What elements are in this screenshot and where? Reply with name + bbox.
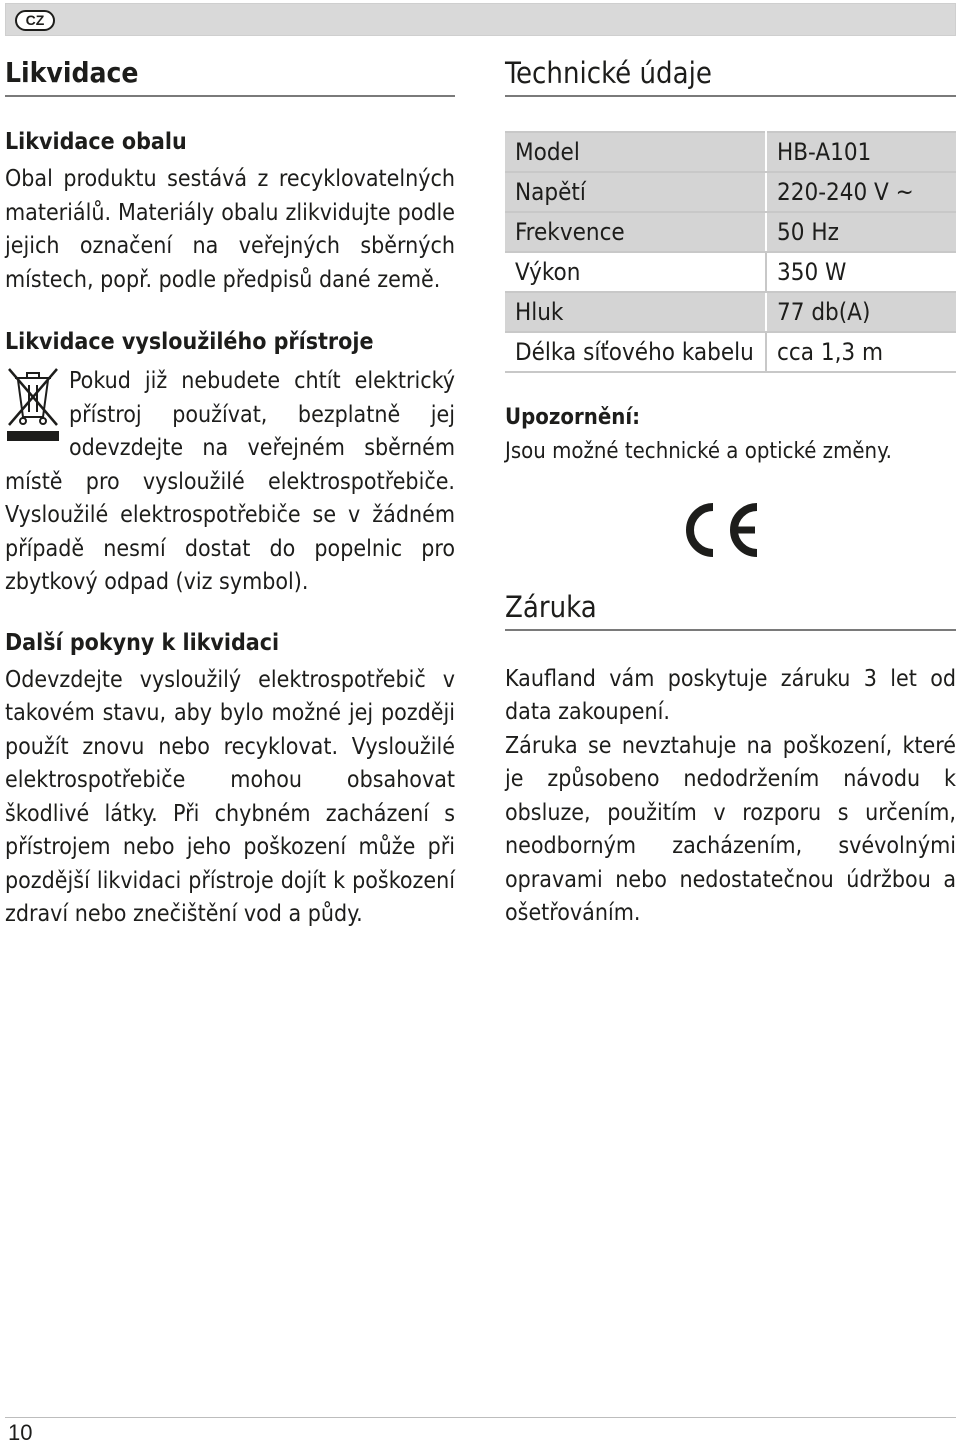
spec-label: Napětí — [505, 172, 766, 212]
specs-table — [505, 131, 956, 373]
specs-row — [505, 132, 956, 172]
crossed-out-wheelie-bin-icon — [5, 365, 61, 443]
packaging-text: Obal produktu sestává z recyklovatelných materiálů. Materiály obalu zlikvidujte podle jejich označení na veřejných sběrných místech, popř. podle předpisů dané země. — [5, 166, 455, 293]
device-disposal-heading: Likvidace vysloužilého přístroje — [5, 329, 374, 355]
notice-text: Jsou možné technické a optické změny. — [505, 439, 892, 464]
spec-value: 350 W — [766, 252, 956, 292]
specs-row — [505, 252, 956, 292]
footer-rule — [5, 1417, 956, 1418]
specs-row — [505, 172, 956, 212]
disposal-title: Likvidace — [5, 55, 455, 97]
specs-row — [505, 212, 956, 252]
device-disposal-block — [5, 365, 455, 600]
notice-heading: Upozornění: — [505, 405, 641, 430]
ce-mark-icon — [677, 501, 761, 559]
spec-value: cca 1,3 m — [766, 332, 956, 372]
top-bar — [5, 3, 956, 36]
spec-label: Hluk — [505, 292, 766, 332]
spec-value: 50 Hz — [766, 212, 956, 252]
right-column — [505, 55, 956, 931]
warranty-text-1: Kaufland vám poskytuje záruku 3 let od data zakoupení. — [505, 665, 956, 725]
spec-value: HB-A101 — [766, 132, 956, 172]
spec-value: 77 db(A) — [766, 292, 956, 332]
page-number: 10 — [8, 1420, 33, 1445]
more-instructions-heading: Další pokyny k likvidaci — [5, 629, 280, 656]
packaging-heading: Likvidace obalu — [5, 129, 187, 155]
warranty-title: Záruka — [505, 589, 956, 631]
warranty-text-2: Záruka se nevztahuje na poškození, které je způsobeno nedodržením návodu k obsluze, použitím v rozporu s určením, neodborným zacházením, svévolnými opravami nebo nedostatečnou údržbou a ošetřováním. — [505, 732, 956, 926]
spec-label: Délka síťového kabelu — [505, 332, 766, 372]
spec-label: Model — [505, 132, 766, 172]
device-disposal-text: Pokud již nebudete chtít elektrický přístroj používat, bezplatně jej odevzdejte na veřejném sběrném místě pro vysloužilé elektrospotřebiče. Vysloužilé elektrospotřebiče se v žádném případě nesmí dostat do popelnic pro zbytkový odpad (viz symbol). — [5, 368, 455, 595]
spec-value: 220-240 V ~ — [766, 172, 956, 212]
more-instructions-text: Odevzdejte vysloužilý elektrospotřebič v takovém stavu, aby bylo možné jej později použít znovu nebo recyklovat. Vysloužilé elektrospotřebiče mohou obsahovat škodlivé látky. Při chybném zacházení s přístrojem nebo jeho poškození může při pozdější likvidaci přístroje dojít k poškození zdraví nebo znečištění vod a půdy. — [5, 666, 455, 927]
specs-row — [505, 332, 956, 372]
specs-row — [505, 292, 956, 332]
language-badge: CZ — [15, 10, 55, 31]
left-column — [5, 55, 455, 932]
tech-data-title: Technické údaje — [505, 55, 956, 97]
spec-label: Výkon — [505, 252, 766, 292]
spec-label: Frekvence — [505, 212, 766, 252]
